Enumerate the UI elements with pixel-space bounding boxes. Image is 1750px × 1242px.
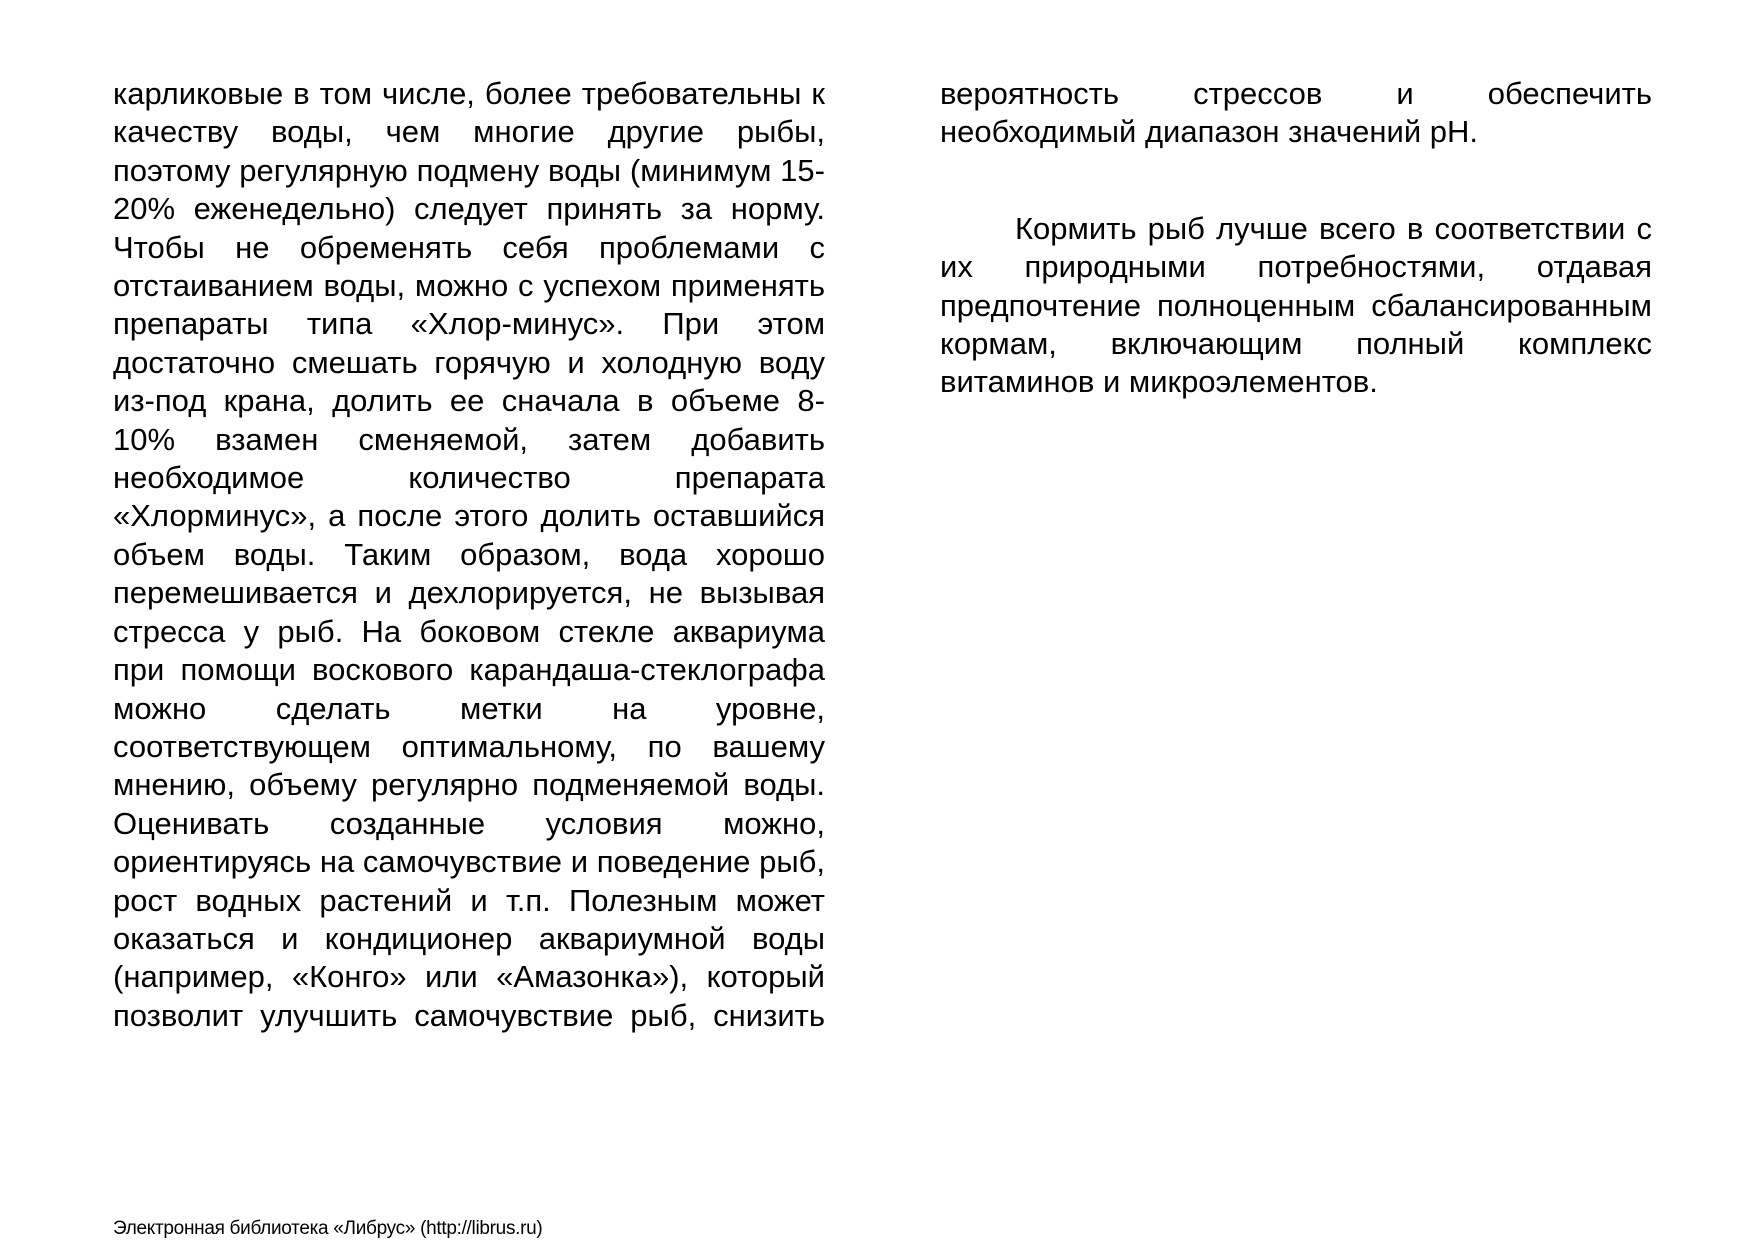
page-footer: Электронная библиотека «Либрус» (http://librus.ru) [113,1218,543,1239]
right-text-column [940,75,1652,402]
left-text-column [113,75,825,1035]
left-paragraph: карликовые в том числе, более требовательны к качеству воды, чем многие другие рыбы, поэтому регулярную подмену воды (минимум 15-20% еженедельно) следует принять за норму. Чтобы не обременять себя проблемами с отстаиванием воды, можно с успехом применять препараты типа «Хлор-минус». При этом достаточно смешать горячую и холодную воду из-под крана, долить ее сначала в объеме 8-10% взамен сменяемой, затем добавить необходимое количество препарата «Хлорминус», а после этого долить оставшийся объем воды. Таким образом, вода хорошо перемешивается и дехлорируется, не вызывая стресса у рыб. На боковом стекле аквариума при помощи воскового карандаша-стеклографа можно сделать метки на уровне, соответствующем оптимальному, по вашему мнению, объему регулярно подменяемой воды. Оценивать созданные условия можно, ориентируясь на самочувствие и поведение рыб, рост водных растений и т.п. Полезным может оказаться и кондиционер аквариумной воды (например, «Конго» или «Амазонка»), который позволит улучшить самочувствие рыб, снизить [113,76,825,1033]
right-paragraph-2: Кормить рыб лучше всего в соответствии с их природными потребностями, отдавая предпочтение полноценным сбалансированным кормам, включающим полный комплекс витаминов и микроэлементов. [940,210,1652,400]
right-paragraph-1: вероятность стрессов и обеспечить необходимый диапазон значений pH. [940,76,1652,150]
